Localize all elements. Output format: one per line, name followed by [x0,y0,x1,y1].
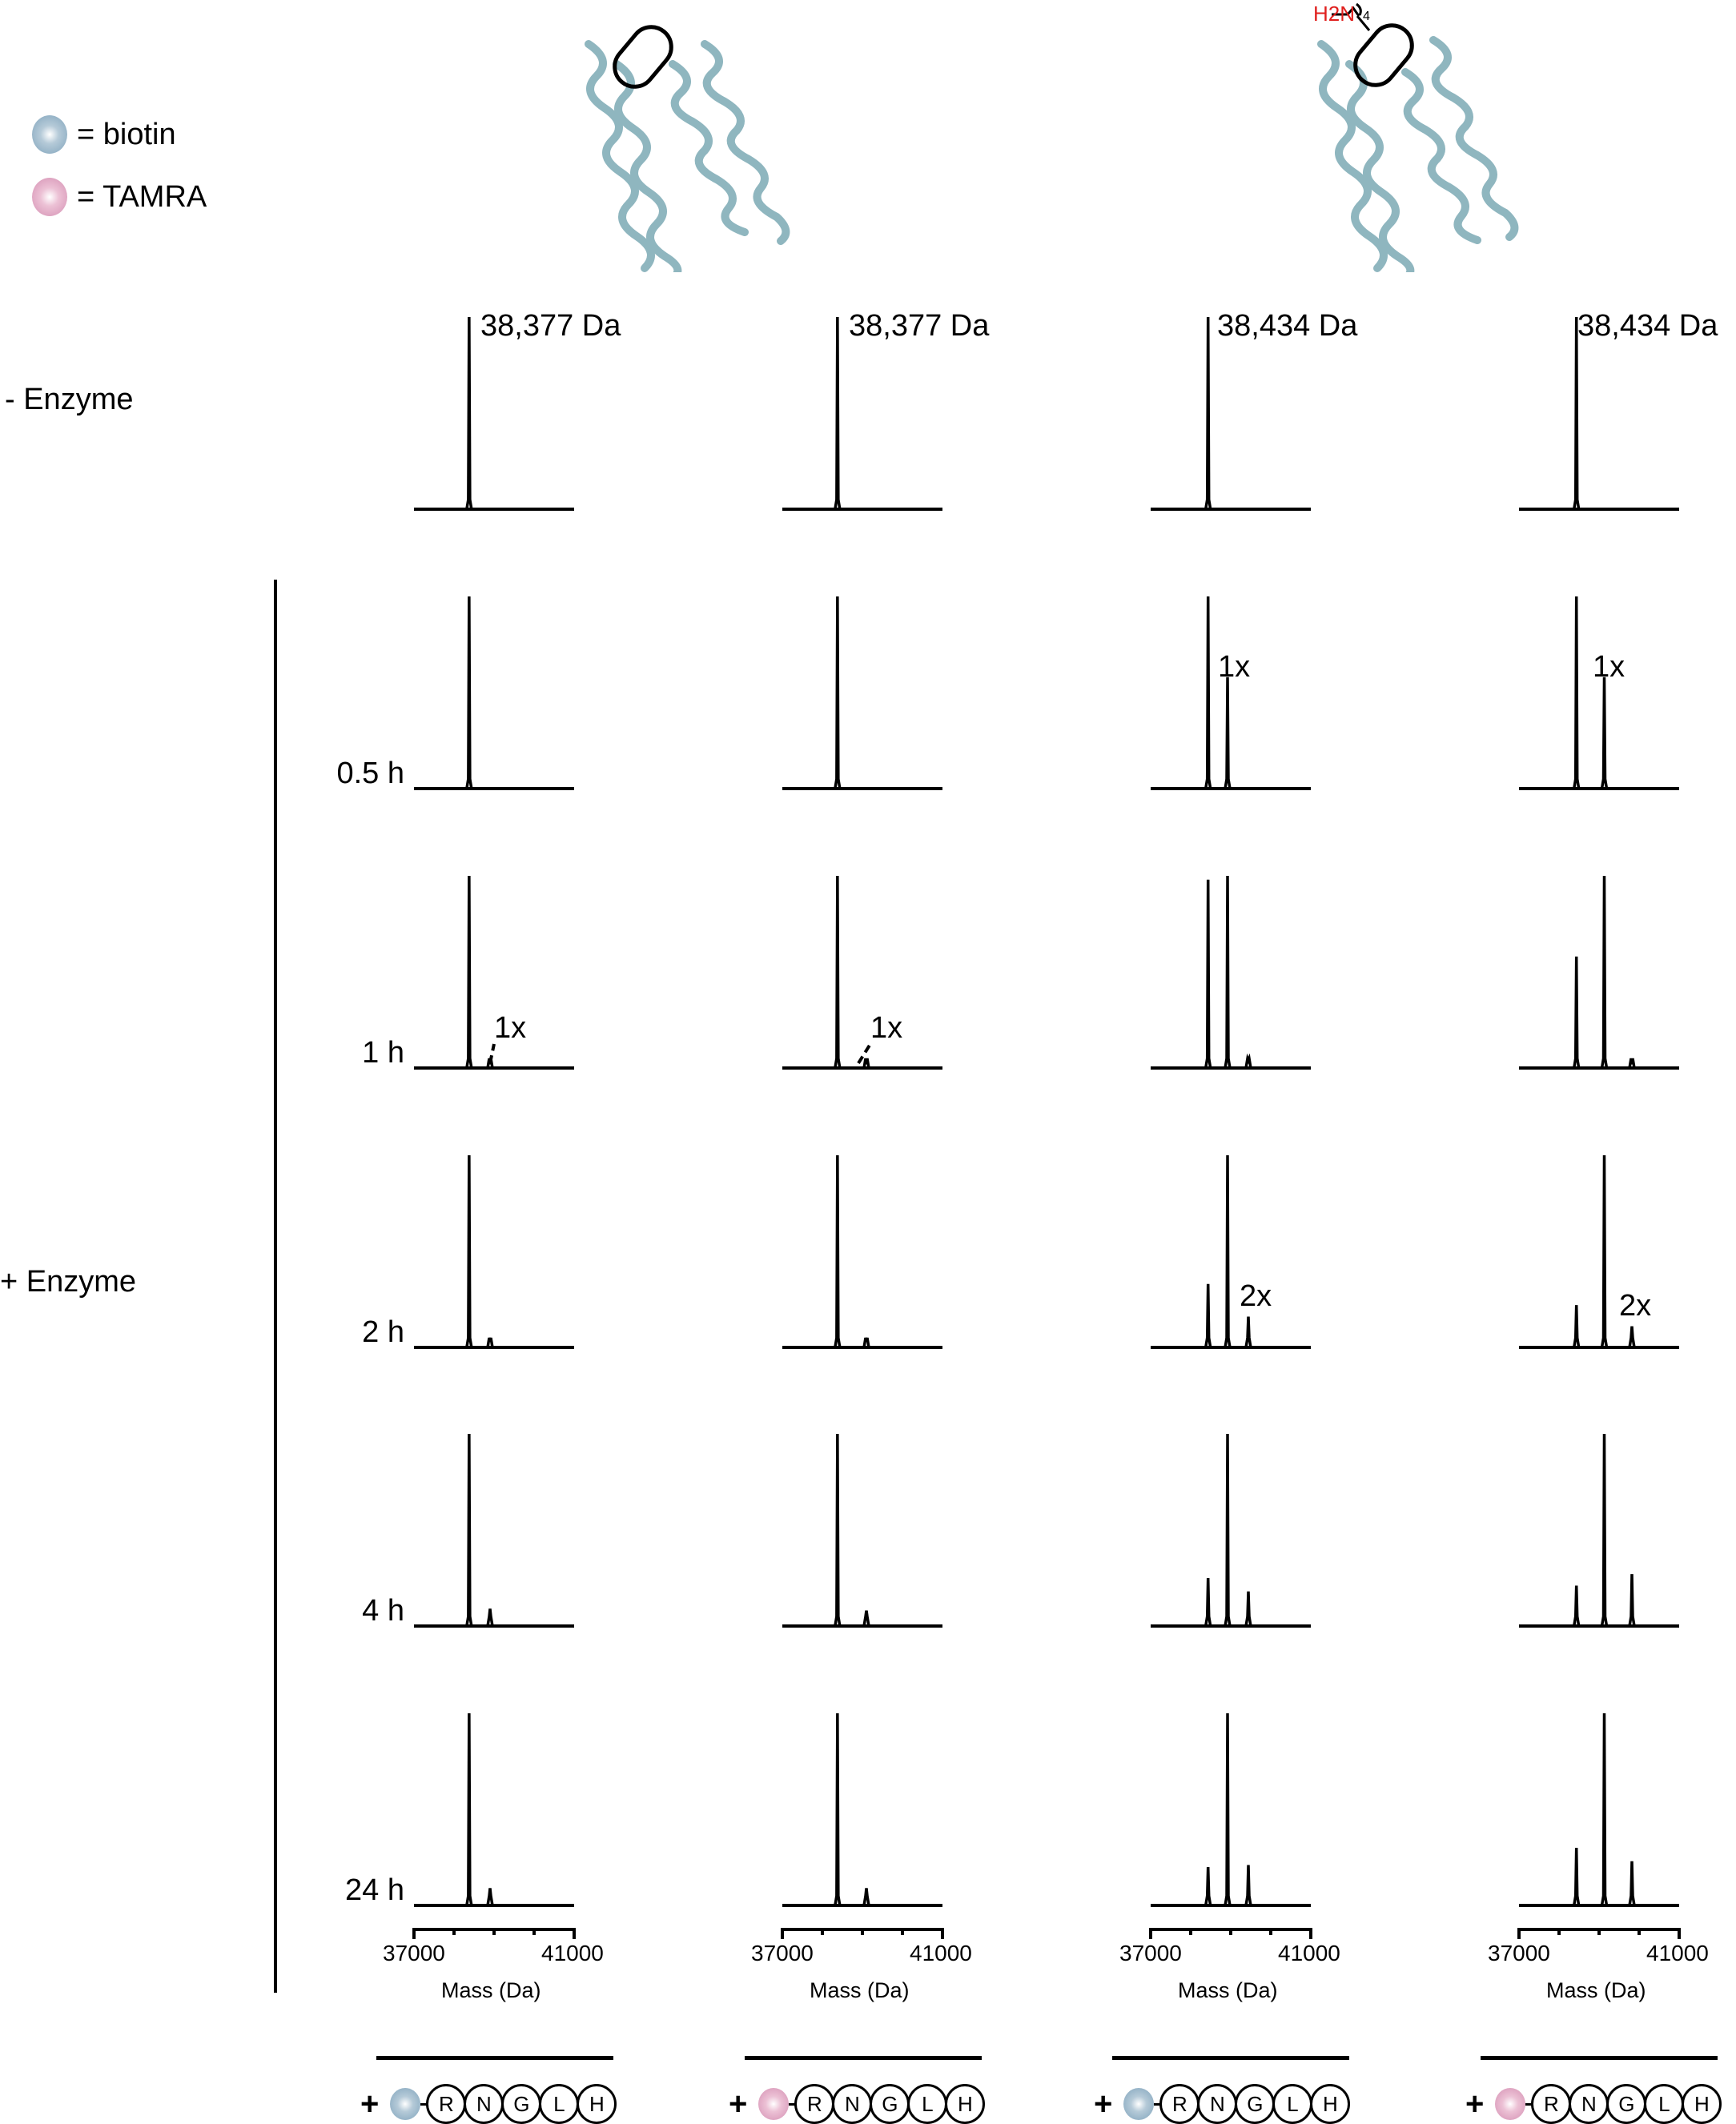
x-axis [1519,1929,1679,1939]
spectrum-peak [1206,1284,1211,1347]
spectrum-panel [782,1713,942,1905]
tick-41000-c2: 41000 [910,1941,972,1965]
spectrum-panel [414,1713,574,1905]
spectrum-panel [782,317,942,509]
spectrum-peak [488,1608,492,1626]
residue-n: N [1569,2084,1609,2124]
spectrum-peak [1574,596,1579,789]
biotin-sphere-icon [1123,2088,1154,2120]
spectrum-panel [1519,876,1679,1068]
spectrum-peak [1602,1713,1607,1905]
spectrum-panel [414,596,574,789]
spectrum-peak [835,1155,840,1347]
spectrum-peak [1206,880,1211,1068]
spectrum-peak [835,876,840,1068]
mass-label-col4: 38,434 Da [1577,309,1718,343]
residue-l: L [1272,2084,1312,2124]
legend-biotin-label: = biotin [77,117,176,151]
residue-l: L [907,2084,947,2124]
mass-label-col2: 38,377 Da [849,309,990,343]
residue-g: G [870,2084,910,2124]
x-axis [782,1929,942,1939]
spectrum-peak [1602,1434,1607,1626]
axis-title-c4: Mass (Da) [1546,1978,1646,2002]
spectrum-peak [1225,1155,1230,1347]
tick-41000-c3: 41000 [1278,1941,1340,1965]
spectrum-panel [1151,596,1311,789]
spectrum-panel [1519,596,1679,789]
spectrum-panel [782,876,942,1068]
residue-r: R [1159,2084,1200,2124]
row-label-plus-enzyme: + Enzyme [0,1265,137,1299]
annot-2x-r2-c4: 2x [1619,1289,1652,1323]
spectrum-peak [1630,1327,1634,1347]
spectrum-peak [1225,1434,1230,1626]
spectrum-peak [467,317,472,509]
residue-n: N [464,2084,504,2124]
h2n-text: H2N [1313,2,1356,26]
plus-sign: + [360,2086,380,2122]
residue-g: G [1606,2084,1646,2124]
time-label-24h: 24 h [345,1873,404,1907]
spectrum-peak [1206,1867,1211,1905]
spectrum-peak [1225,677,1230,789]
spectrum-panel [414,1434,574,1626]
spectrum-peak [1246,1317,1251,1347]
spectrum-panel [414,317,574,509]
residue-g: G [501,2084,541,2124]
spectrum-peak [1602,876,1607,1068]
spectrum-panel [414,1155,574,1347]
tamra-sphere-icon [758,2088,789,2120]
residue-h: H [1682,2084,1722,2124]
tick-41000-c1: 41000 [541,1941,604,1965]
axis-title-c1: Mass (Da) [441,1978,541,2002]
peptide-col3 [1094,2084,1350,2124]
axis-title-c2: Mass (Da) [810,1978,910,2002]
spectrum-peak [1246,1592,1251,1626]
spectrum-peak [1602,1155,1607,1347]
spectrum-peak [488,1888,492,1905]
spectrum-peak [1574,1305,1579,1347]
spectrum-peak [1574,1848,1579,1905]
spectrum-panel [1519,1434,1679,1626]
spectrum-peak [1574,1586,1579,1626]
annotation-pointer [490,1044,494,1063]
spectrum-panel [1151,1713,1311,1905]
tamra-sphere-icon [1495,2088,1525,2120]
biotin-sphere-icon [390,2088,420,2120]
spectrum-peak [835,1434,840,1626]
spectrum-peak [1206,596,1211,789]
residue-l: L [539,2084,579,2124]
annot-1x-r1-c2: 1x [870,1011,903,1045]
tick-37000-c4: 37000 [1488,1941,1550,1965]
residue-h: H [1310,2084,1350,2124]
repeat-count: 4 [1363,10,1370,23]
legend-tamra-label: = TAMRA [77,179,207,214]
spectrum-peak [1574,317,1579,509]
plus-sign: + [1465,2086,1485,2122]
time-label-4h: 4 h [362,1594,404,1628]
spectrum-panel [782,1155,942,1347]
spectrum-panel [1151,1155,1311,1347]
column-bracket-1 [376,2056,613,2060]
tick-37000-c1: 37000 [383,1941,445,1965]
spectrum-peak [1630,1861,1634,1905]
spectrum-panel [782,1434,942,1626]
peptide-col1 [360,2084,617,2124]
residue-r: R [1531,2084,1571,2124]
spectrum-peak [467,1434,472,1626]
tick-37000-c3: 37000 [1119,1941,1182,1965]
spectrum-peak [1225,1713,1230,1905]
spectrum-peak [467,876,472,1068]
x-axis [1151,1929,1311,1939]
annot-1x-r05-c4: 1x [1593,650,1625,684]
spectrum-peak [1225,876,1230,1068]
time-label-1h: 1 h [362,1036,404,1070]
spectrum-peak [467,1713,472,1905]
column-bracket-4 [1481,2056,1718,2060]
annot-2x-r2-c3: 2x [1240,1279,1272,1313]
x-axis [414,1929,574,1939]
spectrum-peak [467,1155,472,1347]
residue-n: N [832,2084,872,2124]
peptide-col4 [1465,2084,1722,2124]
spectrum-panel [1151,317,1311,509]
mass-label-col3: 38,434 Da [1217,309,1358,343]
spectrum-panel [1519,317,1679,509]
column-bracket-3 [1112,2056,1349,2060]
spectrum-panel [1519,1155,1679,1347]
residue-r: R [794,2084,834,2124]
spectrum-peak [1574,957,1579,1068]
residue-r: R [426,2084,466,2124]
spectrum-peak [1602,677,1607,789]
spectrum-peak [467,596,472,789]
row-label-minus-enzyme: - Enzyme [5,383,134,416]
spectrum-peak [1206,1578,1211,1626]
residue-h: H [577,2084,617,2124]
residue-h: H [945,2084,985,2124]
residue-n: N [1197,2084,1237,2124]
column-bracket-2 [745,2056,982,2060]
spectrum-peak [864,1888,869,1905]
spectrum-panel [1519,1713,1679,1905]
spectrum-panel [1151,1434,1311,1626]
annot-1x-r05-c3: 1x [1218,650,1251,684]
mass-label-col1: 38,377 Da [480,309,621,343]
annot-1x-r1-c1: 1x [494,1011,527,1045]
tick-37000-c2: 37000 [751,1941,814,1965]
plus-sign: + [1094,2086,1113,2122]
time-label-2h: 2 h [362,1315,404,1349]
time-label-0-5h: 0.5 h [336,757,404,790]
spectrum-peak [864,1611,869,1626]
spectrum-panel [1151,876,1311,1068]
spectrum-panel [782,596,942,789]
peptide-col2 [729,2084,985,2124]
plus-sign: + [729,2086,748,2122]
spectrum-peak [835,1713,840,1905]
spectrum-peak [1630,1574,1634,1626]
spectrum-peak [835,596,840,789]
residue-l: L [1644,2084,1684,2124]
residue-g: G [1235,2084,1275,2124]
spectrum-peak [1206,317,1211,509]
tick-41000-c4: 41000 [1646,1941,1709,1965]
spectrum-peak [835,317,840,509]
axis-title-c3: Mass (Da) [1178,1978,1278,2002]
spectrum-peak [1246,1865,1251,1905]
